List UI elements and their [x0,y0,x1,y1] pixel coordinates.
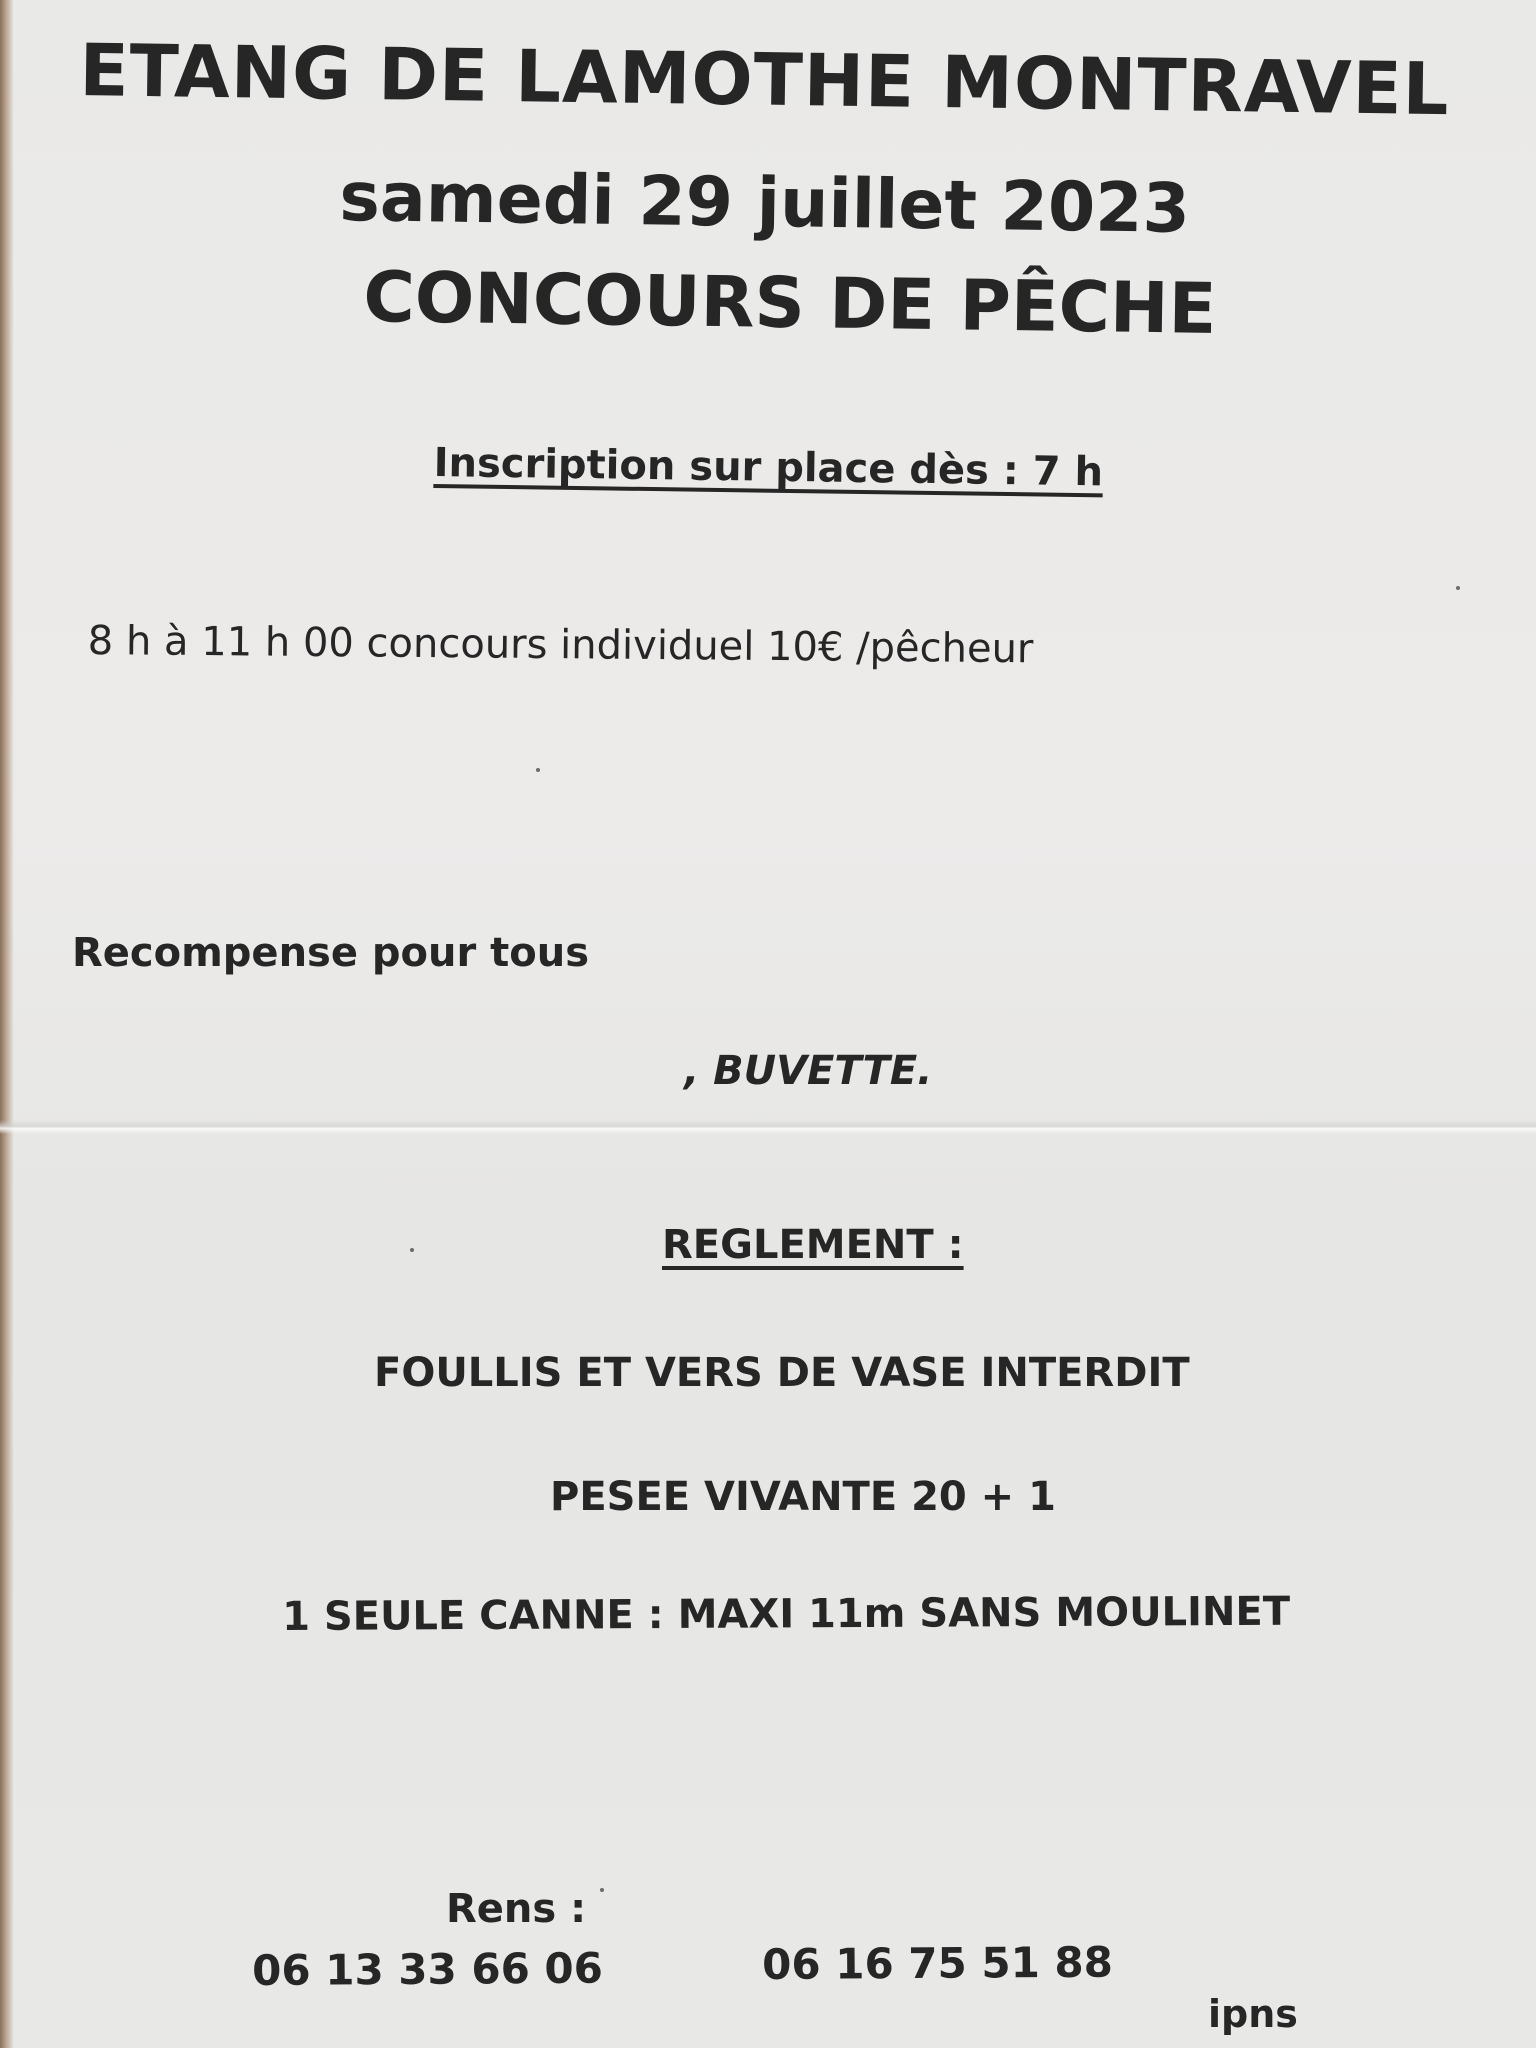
event-date: samedi 29 juillet 2023 [338,158,1191,249]
flyer-title: ETANG DE LAMOTHE MONTRAVEL [78,28,1451,132]
paper-speck [410,1248,414,1252]
phone-number: 06 13 33 66 06 [252,1943,604,1995]
paper-speck [1456,586,1460,590]
footer-mark: ipns [1208,1992,1298,2036]
page-edge-shadow [0,0,14,2048]
contact-label: Rens : [446,1886,587,1932]
inscription-info: Inscription sur place dès : 7 h [433,440,1104,496]
paper-fold-line [0,1120,1536,1134]
rules-heading: REGLEMENT : [662,1222,964,1268]
event-name: CONCOURS DE PÊCHE [362,256,1217,350]
phone-number: 06 16 75 51 88 [762,1937,1114,1989]
reward-line: Recompense pour tous [72,930,590,976]
rule-item: FOULLIS ET VERS DE VASE INTERDIT [374,1350,1190,1396]
rule-item: PESEE VIVANTE 20 + 1 [550,1474,1056,1520]
paper-speck [600,1888,604,1892]
buvette-line: , BUVETTE. [684,1048,933,1094]
paper-speck [536,768,540,772]
schedule-line: 8 h à 11 h 00 concours individuel 10€ /pêcheur [87,618,1034,673]
rule-item: 1 SEULE CANNE : MAXI 11m SANS MOULINET [282,1588,1291,1640]
